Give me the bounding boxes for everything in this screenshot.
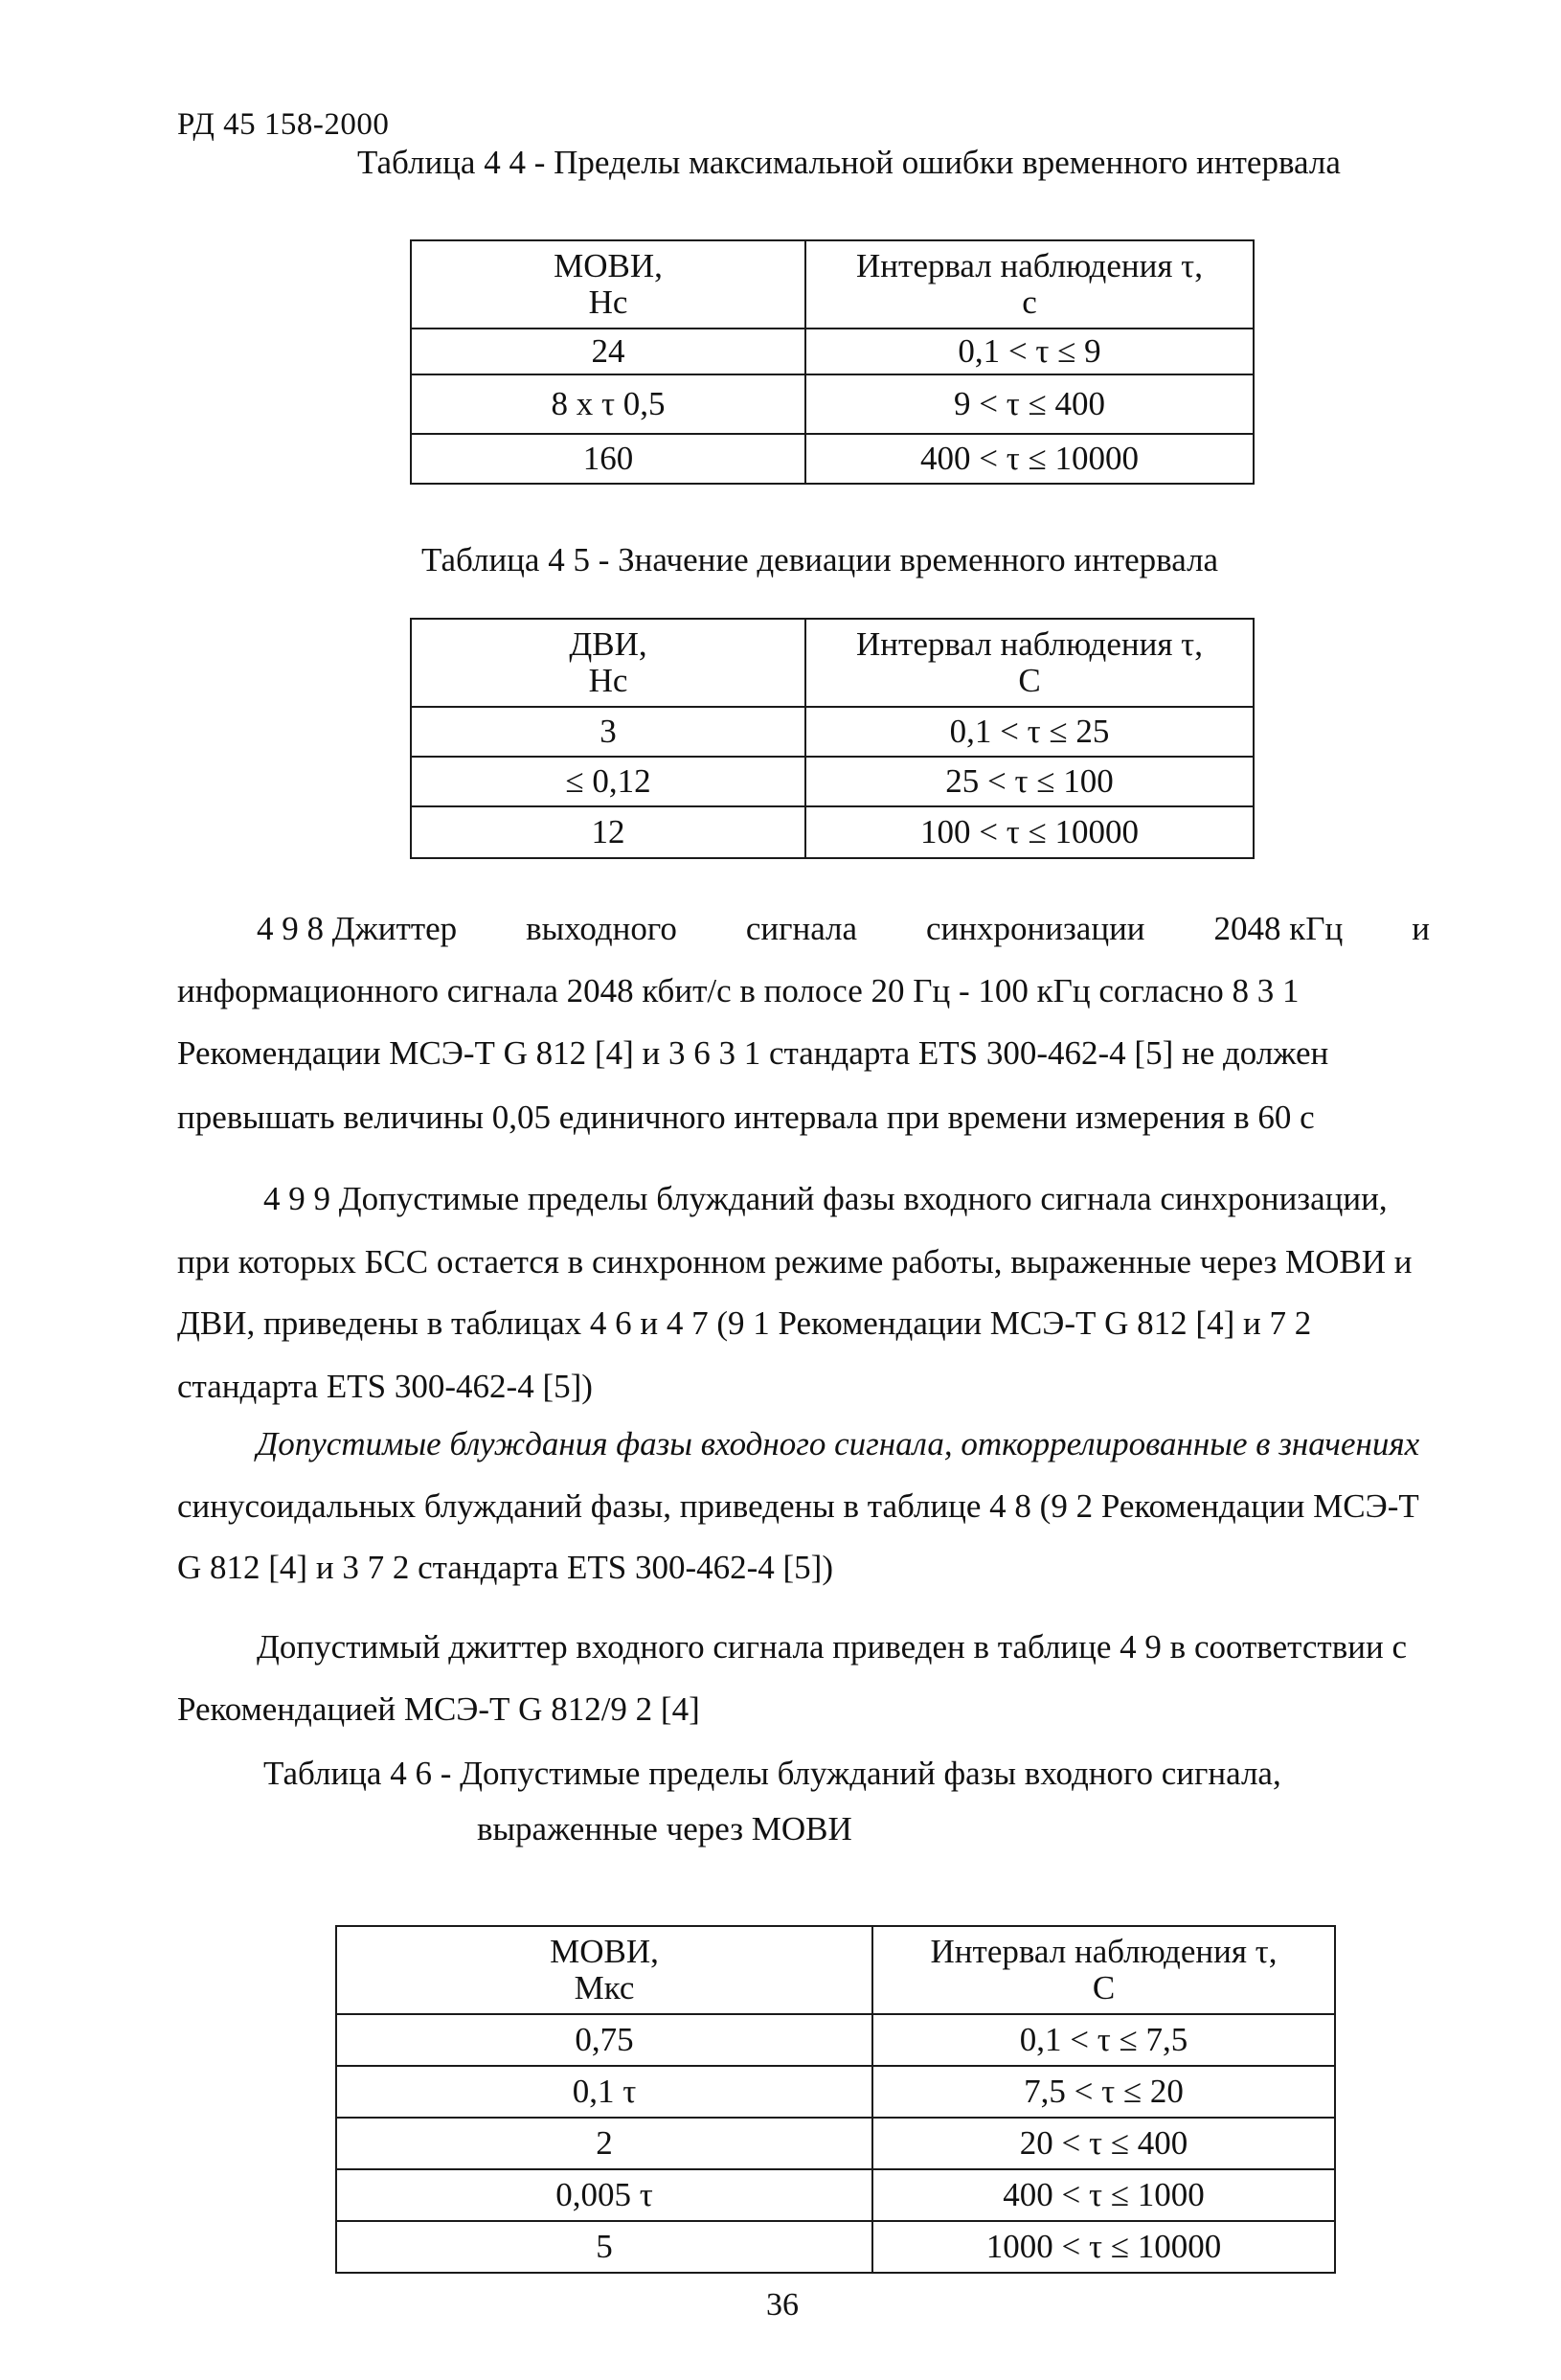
table-cell: 24 <box>411 329 805 374</box>
paragraph-4-9-9-line-3: ДВИ, приведены в таблицах 4 6 и 4 7 (9 1 Рекомендации МСЭ-Т G 812 [4] и 7 2 <box>177 1304 1312 1342</box>
table-row <box>336 2014 1335 2066</box>
table-cell: 1000 < τ ≤ 10000 <box>872 2221 1335 2273</box>
header-cell: МОВИ, Нс <box>411 240 805 329</box>
table-cell: 400 < τ ≤ 1000 <box>872 2169 1335 2221</box>
header-cell: Интервал наблюдения τ, С <box>872 1926 1335 2014</box>
table-cell: 8 х τ 0,5 <box>411 374 805 434</box>
paragraph-4-9-8-line-3: Рекомендации МСЭ-Т G 812 [4] и 3 6 3 1 стандарта ETS 300-462-4 [5] не должен <box>177 1034 1329 1072</box>
table-row <box>411 757 1254 806</box>
table-4-6 <box>335 1925 1336 2274</box>
paragraph-sinusoidal-line-3: G 812 [4] и 3 7 2 стандарта ETS 300-462-4 [5]) <box>177 1549 833 1586</box>
table-row <box>411 329 1254 374</box>
table-cell: 0,005 τ <box>336 2169 872 2221</box>
table-cell: 7,5 < τ ≤ 20 <box>872 2066 1335 2118</box>
table-row <box>411 806 1254 858</box>
table-cell: 0,1 < τ ≤ 7,5 <box>872 2014 1335 2066</box>
paragraph-sinusoidal-line-2: синусоидальных блужданий фазы, приведены в таблице 4 8 (9 2 Рекомендации МСЭ-Т <box>177 1487 1419 1525</box>
page-number: 36 <box>766 2287 799 2323</box>
paragraph-jitter-line-1: Допустимый джиттер входного сигнала приведен в таблице 4 9 в соответствии с <box>257 1628 1407 1666</box>
header-cell: ДВИ, Нс <box>411 619 805 707</box>
paragraph-4-9-8-line-1: 4 9 8 Джиттер выходного сигнала синхронизации 2048 кГц и <box>257 910 1430 947</box>
table-row <box>411 374 1254 434</box>
paragraph-jitter-line-2: Рекомендацией МСЭ-Т G 812/9 2 [4] <box>177 1690 700 1728</box>
paragraph-4-9-9-line-1: 4 9 9 Допустимые пределы блужданий фазы входного сигнала синхронизации, <box>263 1180 1388 1217</box>
table-row <box>411 434 1254 484</box>
paragraph-4-9-9-line-2: при которых БСС остается в синхронном режиме работы, выраженные через МОВИ и <box>177 1243 1413 1281</box>
table-cell: 0,1 τ <box>336 2066 872 2118</box>
document-code: РД 45 158-2000 <box>177 107 390 142</box>
table-cell: 0,1 < τ ≤ 25 <box>805 707 1254 757</box>
paragraph-4-9-9-line-4: стандарта ETS 300-462-4 [5]) <box>177 1368 593 1405</box>
table-row <box>336 2066 1335 2118</box>
table-row <box>336 2221 1335 2273</box>
paragraph-sinusoidal-line-1: Допустимые блуждания фазы входного сигнала, откоррелированные в значениях <box>257 1425 1420 1462</box>
table-cell: 12 <box>411 806 805 858</box>
table-cell: 160 <box>411 434 805 484</box>
table-cell: ≤ 0,12 <box>411 757 805 806</box>
table-cell: 25 < τ ≤ 100 <box>805 757 1254 806</box>
table-row <box>411 707 1254 757</box>
table-cell: 9 < τ ≤ 400 <box>805 374 1254 434</box>
table-cell: 5 <box>336 2221 872 2273</box>
table-4-5-caption: Таблица 4 5 - Значение девиации временного интервала <box>421 541 1219 578</box>
table-4-5 <box>410 618 1255 859</box>
table-header-row <box>411 240 1254 329</box>
paragraph-4-9-8-line-4: превышать величины 0,05 единичного интервала при времени измерения в 60 с <box>177 1099 1315 1136</box>
table-cell: 400 < τ ≤ 10000 <box>805 434 1254 484</box>
table-cell: 3 <box>411 707 805 757</box>
table-cell: 0,1 < τ ≤ 9 <box>805 329 1254 374</box>
header-cell: Интервал наблюдения τ, с <box>805 240 1254 329</box>
header-cell: МОВИ, Мкс <box>336 1926 872 2014</box>
table-4-6-caption-line-2: выраженные через МОВИ <box>477 1810 852 1847</box>
table-header-row <box>411 619 1254 707</box>
table-cell: 0,75 <box>336 2014 872 2066</box>
header-cell: Интервал наблюдения τ, С <box>805 619 1254 707</box>
table-cell: 100 < τ ≤ 10000 <box>805 806 1254 858</box>
table-4-4 <box>410 239 1255 485</box>
table-header-row <box>336 1926 1335 2014</box>
table-row <box>336 2169 1335 2221</box>
paragraph-4-9-8-line-2: информационного сигнала 2048 кбит/с в полосе 20 Гц - 100 кГц согласно 8 3 1 <box>177 972 1300 1009</box>
table-4-6-caption-line-1: Таблица 4 6 - Допустимые пределы блужданий фазы входного сигнала, <box>263 1755 1281 1792</box>
table-4-4-caption: Таблица 4 4 - Пределы максимальной ошибки временного интервала <box>357 144 1341 181</box>
table-row <box>336 2118 1335 2169</box>
table-cell: 2 <box>336 2118 872 2169</box>
table-cell: 20 < τ ≤ 400 <box>872 2118 1335 2169</box>
